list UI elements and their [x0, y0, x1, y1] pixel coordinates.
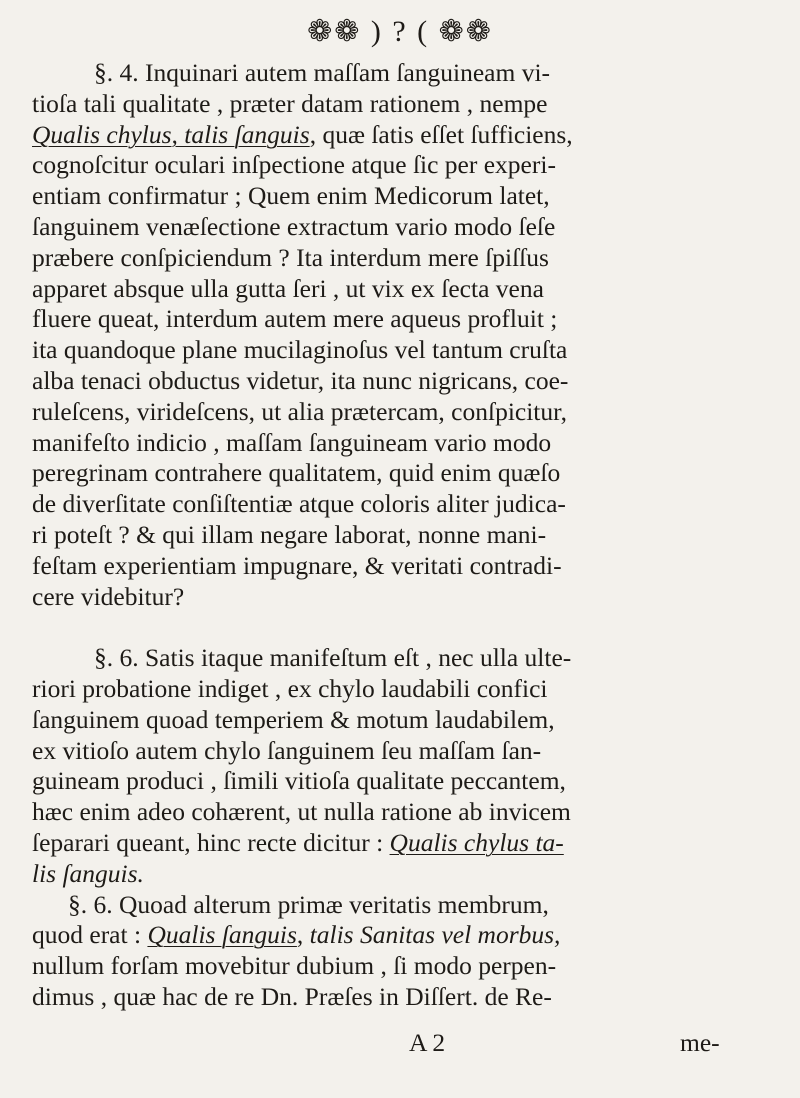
- text-span: ſanguinem quoad temperiem & motum laudabilem,: [32, 704, 555, 734]
- text-line: [32, 397, 792, 428]
- text-line: [32, 674, 792, 705]
- text-line: [32, 766, 792, 797]
- text-line: [32, 951, 792, 982]
- text-line: [32, 920, 792, 951]
- text-span: dimus , quæ hac de re Dn. Præſes in Diſſert. de Re-: [32, 981, 552, 1011]
- text-line: [32, 150, 792, 181]
- text-line: [32, 828, 792, 859]
- text-span: §. 6. Satis itaque manifeſtum eſt , nec ulla ulte-: [94, 643, 572, 673]
- text-span: entiam confirmatur ; Quem enim Medicorum latet,: [32, 181, 550, 211]
- italic-quote: lis ſanguis.: [32, 858, 144, 888]
- italic-quote: Qualis chylus ta-: [389, 827, 564, 857]
- text-line: [32, 582, 792, 613]
- text-line: [32, 304, 792, 335]
- text-span: ,: [296, 920, 310, 950]
- text-span: ita quandoque plane mucilaginoſus vel tantum cruſta: [32, 335, 568, 365]
- text-line: [32, 458, 792, 489]
- text-line: [32, 890, 792, 921]
- header-ornament: ❁❁ ) ? ( ❁❁: [307, 15, 493, 48]
- text-span: alba tenaci obductus videtur, ita nunc nigricans, coe-: [32, 365, 569, 395]
- text-span: ſeparari queant, hinc recte dicitur :: [32, 827, 390, 857]
- text-line: [32, 212, 792, 243]
- text-span: guineam produci , ſimili vitioſa qualitate peccantem,: [32, 766, 566, 796]
- text-line: [32, 489, 792, 520]
- text-line: [32, 797, 792, 828]
- text-line: [32, 520, 792, 551]
- text-span: feſtam experientiam impugnare, & veritati contradi-: [32, 550, 562, 580]
- text-line: [32, 428, 792, 459]
- text-span: §. 6. Quoad alterum primæ veritatis membrum,: [68, 889, 549, 919]
- text-span: quod erat :: [32, 920, 148, 950]
- text-span: riori probatione indiget , ex chylo laudabili confici: [32, 673, 548, 703]
- text-line: [32, 274, 792, 305]
- text-span: præbere conſpiciendum ? Ita interdum mere ſpiſſus: [32, 242, 549, 272]
- text-span: , quæ ſatis eſſet ſufficiens,: [309, 119, 573, 149]
- signature-mark: A 2: [409, 1028, 446, 1057]
- text-span: de diverſitate conſiſtentiæ atque coloris aliter judica-: [32, 489, 566, 519]
- text-line: [32, 705, 792, 736]
- text-span: hæc enim adeo cohærent, ut nulla ratione ab invicem: [32, 797, 571, 827]
- text-span: cere videbitur?: [32, 581, 185, 611]
- text-span: manifeſto indicio , maſſam ſanguineam vario modo: [32, 427, 552, 457]
- text-span: ruleſcens, virideſcens, ut alia prætercam, conſpicitur,: [32, 396, 567, 426]
- text-line: [32, 58, 792, 89]
- text-line: [32, 859, 792, 890]
- text-span: §. 4. Inquinari autem maſſam ſanguineam vi-: [94, 58, 551, 87]
- text-span: apparet absque ulla gutta ſeri , ut vix ex ſecta vena: [32, 273, 544, 303]
- text-span: cognoſcitur oculari inſpectione atque ſic per experi-: [32, 150, 556, 180]
- catchword: me-: [680, 1028, 720, 1057]
- text-line: [32, 551, 792, 582]
- italic-quote: talis Sanitas vel morbus,: [309, 920, 561, 950]
- text-line: [32, 982, 792, 1013]
- text-span: ſanguinem venæſectione extractum vario modo ſeſe: [32, 211, 556, 241]
- text-span: ri poteſt ? & qui illam negare laborat, nonne mani-: [32, 519, 547, 549]
- text-span: tioſa tali qualitate , præter datam rationem , nempe: [32, 88, 548, 118]
- text-line: [32, 120, 792, 151]
- text-span: fluere queat, interdum autem mere aqueus profluit ;: [32, 304, 558, 334]
- page-footer: [0, 1028, 800, 1062]
- text-line: [32, 335, 792, 366]
- italic-quote: Qualis ſanguis: [147, 920, 297, 950]
- text-line: [32, 643, 792, 674]
- text-line: [32, 181, 792, 212]
- text-line: [32, 736, 792, 767]
- text-line: [32, 243, 792, 274]
- text-span: nullum forſam movebitur dubium , ſi modo perpen-: [32, 951, 557, 981]
- text-line: [32, 89, 792, 120]
- body-text: [32, 58, 792, 1044]
- text-line: [32, 612, 792, 643]
- text-span: peregrinam contrahere qualitatem, quid enim quæſo: [32, 458, 561, 488]
- text-span: ex vitioſo autem chylo ſanguinem ſeu maſſam ſan-: [32, 735, 542, 765]
- text-line: [32, 366, 792, 397]
- italic-quote: Qualis chylus, talis ſanguis: [32, 119, 310, 149]
